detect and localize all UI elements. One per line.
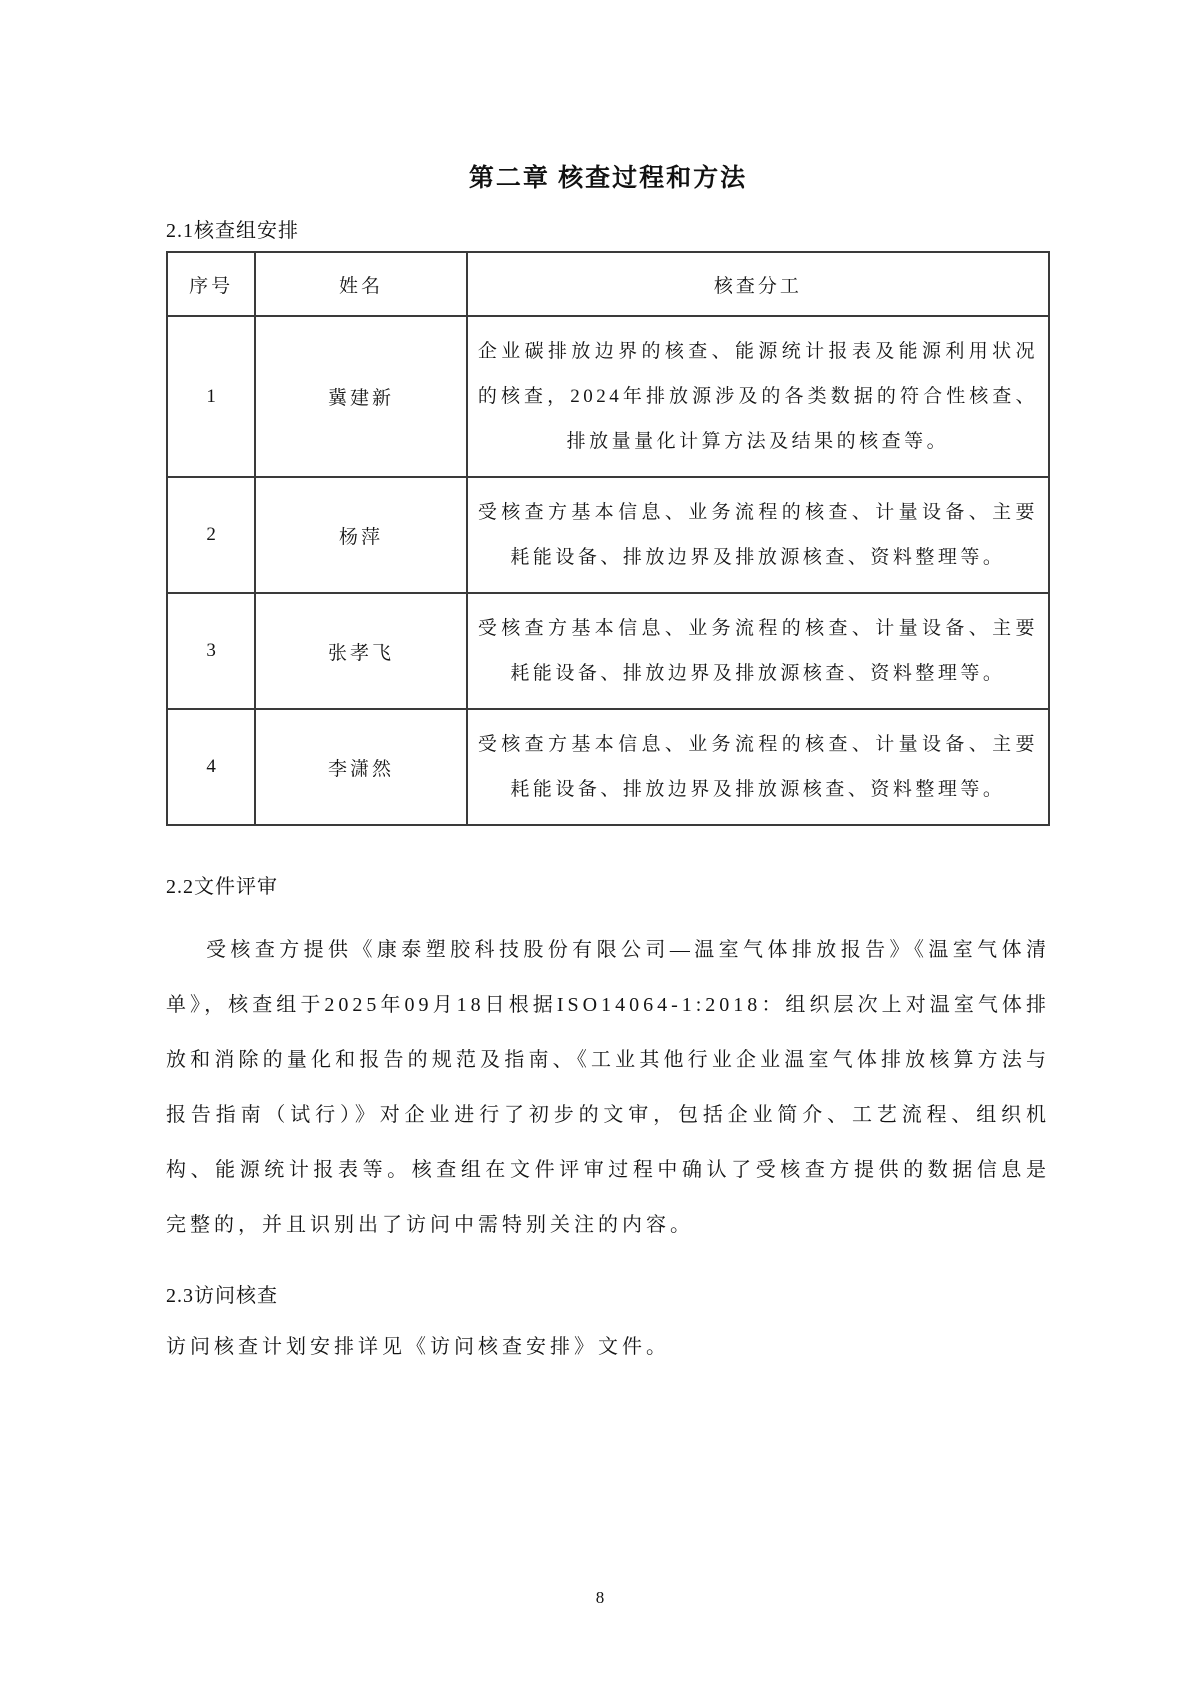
row-3-task: 受核查方基本信息、业务流程的核查、计量设备、主要耗能设备、排放边界及排放源核查、资料整理等。 — [467, 593, 1049, 709]
row-2-task: 受核查方基本信息、业务流程的核查、计量设备、主要耗能设备、排放边界及排放源核查、资料整理等。 — [467, 477, 1049, 593]
row-4-task: 受核查方基本信息、业务流程的核查、计量设备、主要耗能设备、排放边界及排放源核查、资料整理等。 — [467, 709, 1049, 825]
table-row — [167, 593, 1049, 709]
table-row — [167, 316, 1049, 477]
section-2-2-paragraph: 受核查方提供《康泰塑胶科技股份有限公司—温室气体排放报告》《温室气体清单》，核查组于2025年09月18日根据ISO14064-1:2018：组织层次上对温室气体排放和消除的量化和报告的规范及指南、《工业其他行业企业温室气体排放核算方法与报告指南（试行）》对企业进行了初步的文审，包括企业简介、工艺流程、组织机构、能源统计报表等。核查组在文件评审过程中确认了受核查方提供的数据信息是完整的，并且识别出了访问中需特别关注的内容。 — [166, 939, 1050, 1236]
section-2-3-heading: 2.3访问核查 — [166, 1285, 278, 1307]
verification-team-table — [166, 251, 1050, 826]
table-header-row — [167, 252, 1049, 316]
table-row — [167, 477, 1049, 593]
section-2-2-heading: 2.2文件评审 — [166, 876, 278, 898]
row-1-no: 1 — [167, 316, 255, 477]
page-number: 8 — [595, 1588, 605, 1607]
row-3-no: 3 — [167, 593, 255, 709]
row-3-name: 张孝飞 — [255, 593, 467, 709]
section-2-1-heading: 2.1核查组安排 — [166, 220, 299, 242]
header-cell-no: 序号 — [167, 252, 255, 316]
row-4-no: 4 — [167, 709, 255, 825]
row-1-task: 企业碳排放边界的核查、能源统计报表及能源利用状况的核查，2024年排放源涉及的各类数据的符合性核查、排放量量化计算方法及结果的核查等。 — [467, 316, 1049, 477]
row-2-name: 杨萍 — [255, 477, 467, 593]
row-2-no: 2 — [167, 477, 255, 593]
header-cell-name: 姓名 — [255, 252, 467, 316]
header-cell-task: 核查分工 — [467, 252, 1049, 316]
section-2-3-paragraph: 访问核查计划安排详见《访问核查安排》文件。 — [166, 1336, 670, 1358]
row-4-name: 李潇然 — [255, 709, 467, 825]
page-content — [166, 0, 1050, 1372]
row-1-name: 冀建新 — [255, 316, 467, 477]
chapter-title: 第二章 核查过程和方法 — [468, 165, 748, 192]
table-row — [167, 709, 1049, 825]
